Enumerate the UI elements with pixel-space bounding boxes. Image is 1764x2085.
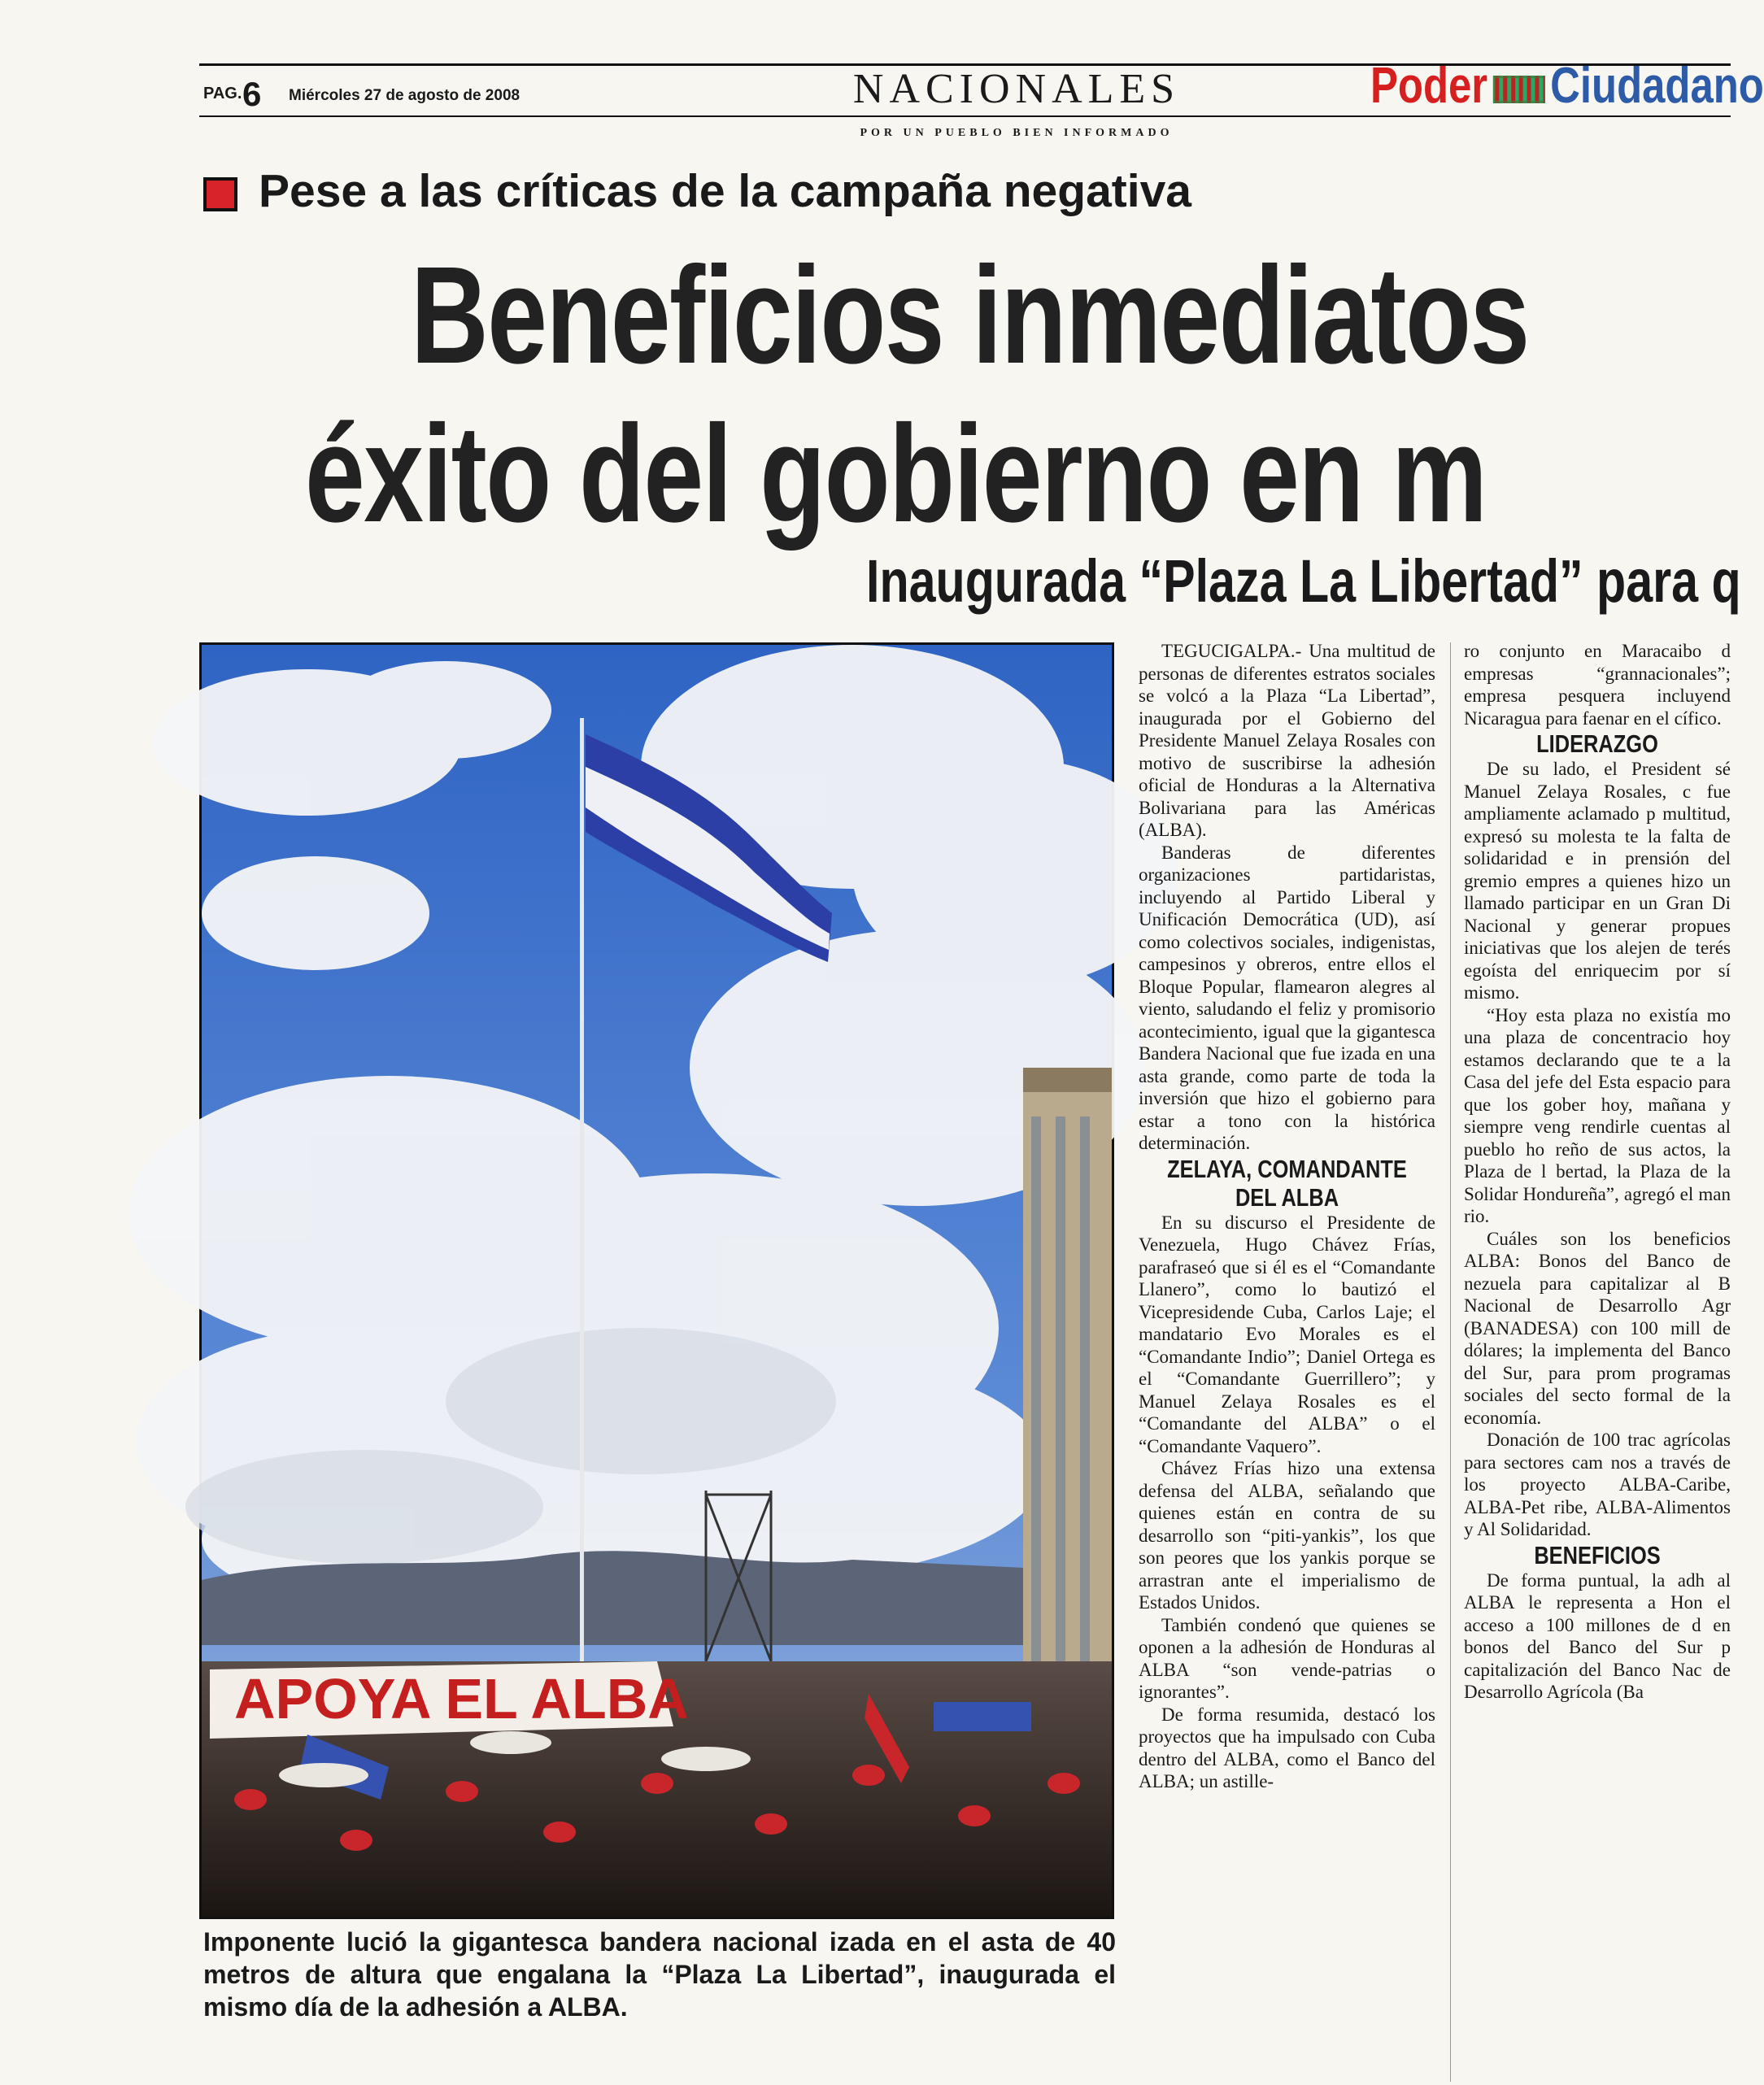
paragraph: En su discurso el Presidente de Venezuela, Hugo Chávez Frías, parafraseó que si él es el “Comandante Llanero”, como lo bautizó el Vicepresidende Cuba, Carlos Laje; el mandatario Evo Morales es el “Comandante Indio”; Daniel Ortega es el “Comandante Guerrillero”; y Manuel Zelaya Rosales es el “Comandante del ALBA” o el “Comandante Vaquero”. xyxy=(1139,1212,1435,1456)
newspaper-brand xyxy=(1370,57,1764,115)
headline-line-2: éxito del gobierno en m xyxy=(305,397,1487,551)
subheading: BENEFICIOS xyxy=(1534,1540,1661,1569)
brand-emblem-icon xyxy=(1493,76,1545,103)
paragraph: Cuáles son los beneficios ALBA: Bonos del Banco de nezuela para capitalizar al B Nacional de Desarrollo Agr (BANADESA) con 100 mill de dólares; la implementa del Banco del Sur, para prom programas sociales del secto formal de la economía. xyxy=(1464,1228,1731,1428)
paragraph: De forma resumida, destacó los proyectos que ha impulsado con Cuba dentro del ALBA, como el Banco del ALBA; un astille- xyxy=(1139,1704,1435,1791)
paragraph: También condenó que quienes se oponen a la adhesión de Honduras al ALBA “son vende-patrias o ignorantes”. xyxy=(1139,1614,1435,1702)
page-label: PAG. xyxy=(203,85,242,102)
deck: Inaugurada “Plaza La Libertad” para q xyxy=(866,547,1741,615)
brand-left-text: Poder xyxy=(1370,58,1488,114)
article-column-1 xyxy=(1139,640,1435,1793)
kicker: Pese a las críticas de la campaña negativa xyxy=(259,165,1191,217)
page-number: 6 xyxy=(242,75,262,113)
section-title: NACIONALES xyxy=(852,66,1181,112)
paragraph: Banderas de diferentes organizaciones partidaristas, incluyendo al Partido Liberal y Unificación Democrática (UD), así como colectivos sociales, indigenistas, campesinos y obreros, entre ellos el Bloque Popular, flamearon alegres al viento, saludando el feliz y promisorio acontecimiento, igual que la gigantesca Bandera Nacional que fue izada en una asta grande, como parte de toda la inversión que hizo el gobierno para estar a tono con la histórica determinación. xyxy=(1139,842,1435,1153)
issue-date: Miércoles 27 de agosto de 2008 xyxy=(289,87,520,104)
article-photo xyxy=(199,642,1114,1919)
paragraph: TEGUCIGALPA.- Una multitud de personas de diferentes estratos sociales se volcó a la Plaza “La Libertad”, inaugurada por el Gobierno del Presidente Manuel Zelaya Rosales con motivo de suscribirse la adhesión oficial de Honduras a la Alternativa Bolivariana para las Américas (ALBA). xyxy=(1139,641,1435,840)
paragraph: “Hoy esta plaza no existía mo una plaza de concentracio hoy estamos declarando que te a la Casa del jefe del Esta espacio para que los gober hoy, mañana y siempre veng rendirle cuentas al pueblo ho reño de sus actos, la Plaza de l bertad, la Plaza de la Solidar Hondureña”, agregó el man rio. xyxy=(1464,1004,1731,1226)
paragraph: De su lado, el President sé Manuel Zelaya Rosales, c fue ampliamente aclamado p multitud, expresó su molesta te la falta de solidaridad e in prensión del gremio empres a quienes hizo un llamado participar en un Gran Di Nacional y generar propues iniciativas que los alejen de terés egoísta del enriquecim por sí mismo. xyxy=(1464,759,1731,1003)
paragraph: De forma puntual, la adh al ALBA le representa a Hon el acceso a 100 millones de d en bonos del Banco del Sur p capitalización del Banco Nac de Desarrollo Agrícola (Ba xyxy=(1464,1569,1731,1702)
article-column-2 xyxy=(1464,640,1731,1704)
photo-caption: Imponente lució la gigantesca bandera nacional izada en el asta de 40 metros de altura que engalana la “Plaza La Libertad”, inaugurada el mismo día de la adhesión a ALBA. xyxy=(203,1927,1116,2022)
subheading: ZELAYA, COMANDANTE DEL ALBA xyxy=(1167,1154,1407,1212)
masthead-bottom-rule xyxy=(199,115,1731,117)
column-divider xyxy=(1450,642,1451,2082)
paragraph: Donación de 100 trac agrícolas para sectores cam nos a través de los proyecto ALBA-Caribe, ALBA-Pet ribe, ALBA-Alimentos y Al Solidaridad. xyxy=(1464,1430,1731,1539)
subheading: LIDERAZGO xyxy=(1536,729,1658,758)
brand-right-text: Ciudadano xyxy=(1550,58,1764,114)
section-motto: POR UN PUEBLO BIEN INFORMADO xyxy=(860,127,1174,139)
kicker-square-icon xyxy=(203,177,237,211)
headline-line-1: Beneficios inmediatos xyxy=(411,238,1529,393)
paragraph: Chávez Frías hizo una extensa defensa del ALBA, señalando que quienes están en contra de su desarrollo son “piti-yankis”, los que son peores que los yankis porque se arrastran ante el imperialismo de Estados Unidos. xyxy=(1139,1458,1435,1613)
photo-banner-text: APOYA EL ALBA xyxy=(234,1667,689,1730)
paragraph: ro conjunto en Maracaibo d empresas “grannacionales”; empresa pesquera incluyend Nicaragua para faenar en el cífico. xyxy=(1464,641,1731,729)
